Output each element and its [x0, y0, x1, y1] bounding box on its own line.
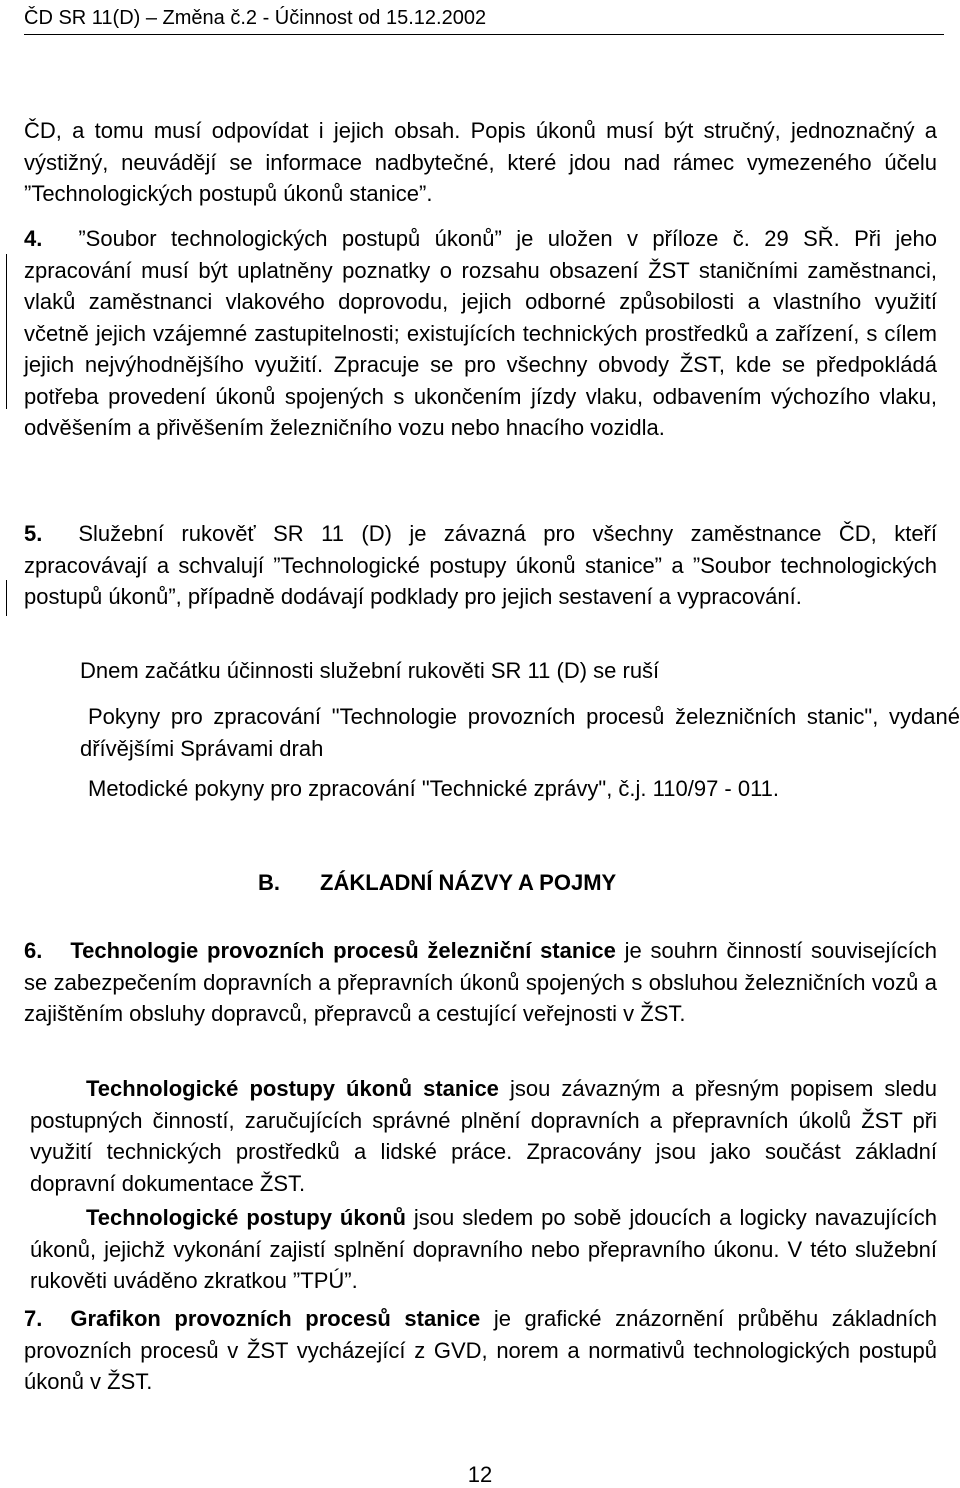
paragraph-6: [24, 935, 937, 1030]
paragraph-4: [24, 223, 937, 444]
definition-text: je souhrn činností souvisejících se zabezpečením dopravních a přepravních úkonů spojených s obsluhou železničních vozů a zajištěním obsluhy dopravců, přepravců a cestující veřejnosti v ŽST.: [24, 938, 937, 1026]
paragraph-intro-text: ČD, a tomu musí odpovídat i jejich obsah. Popis úkonů musí být stručný, jednoznačný a výstižný, neuvádějí se informace nadbytečné, které jdou nad rámec vymezeného účelu ”Technologických postupů úkonů stanice”.: [24, 118, 937, 206]
definition-text: jsou sledem po sobě jdoucích a logicky navazujících úkonů, jejichž vykonání zajistí splnění dopravního nebo přepravního úkonu. V této služební rukověti uváděno zkratkou ”TPÚ”.: [30, 1205, 937, 1293]
paragraph-number: 5.: [24, 521, 43, 546]
defined-term: Technologie provozních procesů železniční stanice: [70, 938, 616, 963]
paragraph-7: [24, 1303, 937, 1398]
defined-term: Technologické postupy úkonů: [86, 1205, 406, 1230]
page-number: 12: [467, 1462, 493, 1487]
paragraph-6-definition-2: [30, 1073, 937, 1199]
change-bar: [6, 254, 7, 409]
paragraph-number: 6.: [24, 938, 43, 963]
paragraph-5-text: Služební rukověť SR 11 (D) je závazná pro všechny zaměstnance ČD, kteří zpracovávají a schvalují ”Technologické postupy úkonů stanice” a ”Soubor technologických postupů úkonů”, případně dodávají podklady pro jejich sestavení a vypracování.: [24, 521, 937, 609]
repealed-document-1: Pokyny pro zpracování "Technologie provozních procesů železničních stanic", vydané dřívějšími Správami drah: [80, 704, 960, 761]
paragraph-number: 7.: [24, 1306, 43, 1331]
defined-term: Technologické postupy úkonů stanice: [86, 1076, 499, 1101]
paragraph-number: 4.: [24, 226, 43, 251]
section-title: ZÁKLADNÍ NÁZVY A POJMY: [320, 870, 617, 895]
paragraph-4-text: ”Soubor technologických postupů úkonů” je uložen v příloze č. 29 SŘ. Při jeho zpracování musí být uplatněny poznatky o rozsahu obsazení ŽST staničními zaměstnanci, vlaků zaměstnanci vlakového doprovodu, jejich odborné způsobilosti a vlastního využití včetně jejich vzájemné zastupitelnosti; existujících technických prostředků a zařízení, s cílem jejich nejvýhodnějšího využití. Zpracuje se pro všechny obvody ŽST, kde se předpokládá potřeba provedení úkonů spojených s ukončením jízdy vlaku, odbavením výchozího vlaku, odvěšením a přivěšením železničního vozu nebo hnacího vozidla.: [24, 226, 937, 440]
definition-text: je grafické znázornění průběhu základních provozních procesů v ŽST vycházející z GVD, norem a normativů technologických postupů úkonů v ŽST.: [24, 1306, 937, 1394]
section-letter: B.: [258, 870, 280, 895]
definition-text: jsou závazným a přesným popisem sledu postupných činností, zaručujících správné plnění dopravních a přepravních úkolů ŽST při využití technických prostředků a lidské práce. Zpracovány jsou jako součást základní dopravní dokumentace ŽST.: [30, 1076, 937, 1196]
repeal-intro: Dnem začátku účinnosti služební rukověti SR 11 (D) se ruší: [80, 658, 660, 683]
running-header: ČD SR 11(D) – Změna č.2 - Účinnost od 15.12.2002: [24, 6, 944, 35]
paragraph-6-definition-3: [30, 1202, 937, 1297]
paragraph-5: [24, 518, 937, 613]
section-heading: [258, 870, 616, 896]
repealed-document-2: Metodické pokyny pro zpracování "Technické zprávy", č.j. 110/97 - 011.: [88, 776, 780, 801]
paragraph-intro: [24, 115, 937, 210]
change-bar: [6, 580, 7, 616]
defined-term: Grafikon provozních procesů stanice: [70, 1306, 481, 1331]
